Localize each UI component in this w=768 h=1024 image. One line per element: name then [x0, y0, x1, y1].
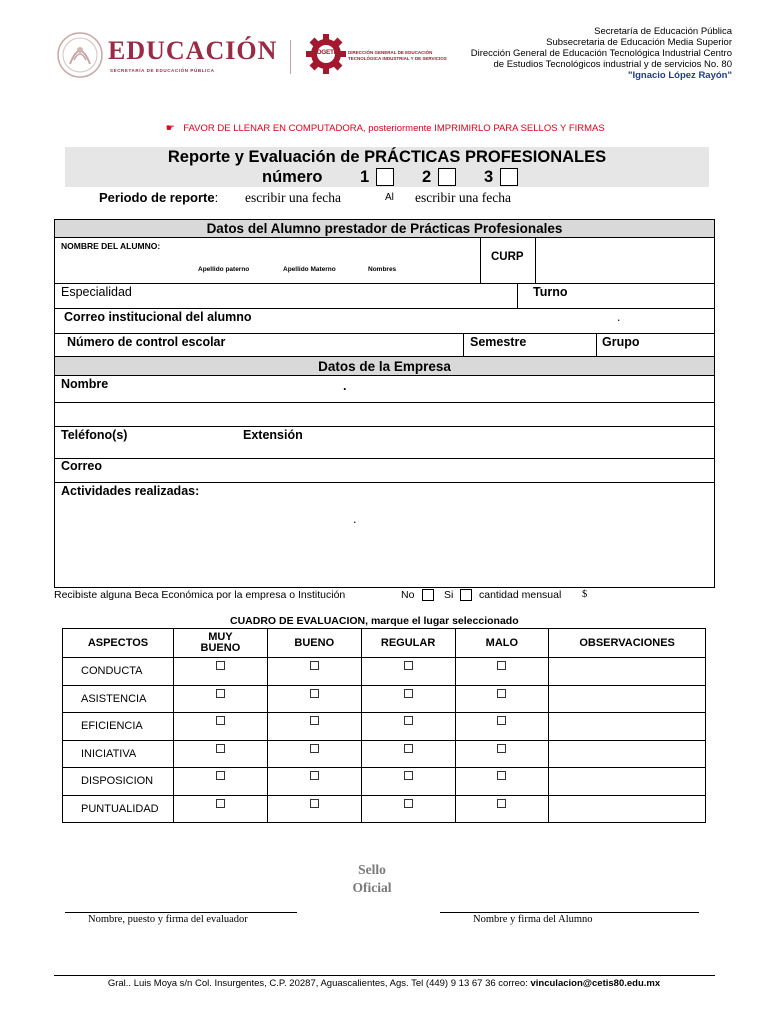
- beca-no-checkbox[interactable]: [422, 589, 434, 601]
- header-malo: MALO: [455, 629, 549, 658]
- rating-cell: [455, 768, 549, 796]
- correo-dot: .: [617, 310, 621, 324]
- malo-checkbox[interactable]: [497, 716, 506, 725]
- stamp-label-line2: Oficial: [352, 880, 392, 895]
- muy-bueno-checkbox[interactable]: [216, 716, 225, 725]
- rating-cell: [267, 685, 361, 713]
- rating-cell: [267, 795, 361, 823]
- company-section-title: Datos de la Empresa: [55, 357, 714, 376]
- control-escolar-field[interactable]: [235, 334, 463, 357]
- regular-checkbox[interactable]: [404, 771, 413, 780]
- rating-cell: [173, 795, 267, 823]
- logo-subtitle: SECRETARÍA DE EDUCACIÓN PÚBLICA: [110, 68, 215, 73]
- rating-cell: [173, 740, 267, 768]
- empresa-nombre-dot: .: [343, 379, 347, 393]
- header-aspectos: ASPECTOS: [63, 629, 174, 658]
- table-row: [63, 685, 706, 713]
- empresa-correo-label: Correo: [61, 459, 102, 473]
- malo-checkbox[interactable]: [497, 744, 506, 753]
- rating-cell: [361, 713, 455, 741]
- semestre-label: Semestre: [470, 335, 527, 349]
- especialidad-field[interactable]: [145, 284, 515, 308]
- col-divider: [480, 238, 481, 283]
- semestre-field[interactable]: [533, 334, 596, 357]
- col-divider: [517, 283, 518, 308]
- col-divider: [463, 333, 464, 357]
- rating-cell: [361, 768, 455, 796]
- beca-currency: $: [582, 589, 588, 600]
- control-escolar-label: Número de control escolar: [67, 335, 226, 349]
- period-to-field[interactable]: escribir una fecha: [415, 190, 511, 205]
- student-name-colon: :: [157, 241, 161, 251]
- empresa-correo-field[interactable]: [110, 459, 714, 482]
- rating-cell: [361, 740, 455, 768]
- rating-cell: [173, 768, 267, 796]
- student-section-title: Datos del Alumno prestador de Prácticas Profesionales: [55, 220, 714, 238]
- col-divider: [596, 333, 597, 357]
- hand-pointing-icon: ☛: [165, 123, 175, 134]
- dgeti-text-line2: TECNOLÓGICA INDUSTRIAL Y DE SERVICIOS: [348, 56, 447, 61]
- observaciones-cell[interactable]: [549, 768, 706, 796]
- aspect-label: EFICIENCIA: [63, 713, 174, 741]
- institution-header: [471, 26, 732, 81]
- rating-cell: [173, 685, 267, 713]
- evaluation-table: [62, 628, 706, 823]
- malo-checkbox[interactable]: [497, 799, 506, 808]
- grupo-label: Grupo: [602, 335, 640, 349]
- bueno-checkbox[interactable]: [310, 716, 319, 725]
- observaciones-cell[interactable]: [549, 713, 706, 741]
- footer-address: [0, 978, 768, 989]
- rating-cell: [267, 768, 361, 796]
- option-3-label: 3: [484, 168, 494, 186]
- observaciones-cell[interactable]: [549, 795, 706, 823]
- company-section: [54, 357, 715, 588]
- footer-email[interactable]: vinculacion@cetis80.edu.mx: [530, 978, 661, 989]
- empresa-nombre-label: Nombre: [61, 377, 109, 391]
- actividades-field[interactable]: [55, 499, 714, 586]
- beca-cantidad-label: cantidad mensual: [479, 589, 562, 601]
- table-row: [63, 795, 706, 823]
- especialidad-label: Especialidad: [61, 285, 132, 299]
- malo-checkbox[interactable]: [497, 689, 506, 698]
- stamp-label-line1: Sello: [358, 862, 386, 877]
- option-1-checkbox[interactable]: [376, 168, 394, 186]
- footer-address-text: Gral.. Luis Moya s/n Col. Insurgentes, C.P. 20287, Aguascalientes, Ags. Tel (449) 9 13 67 36 correo:: [107, 978, 531, 989]
- school-name: "Ignacio López Rayón": [627, 70, 732, 81]
- rating-cell: [455, 740, 549, 768]
- period-colon: :: [214, 190, 219, 205]
- aspect-label: PUNTUALIDAD: [63, 795, 174, 823]
- rating-cell: [455, 685, 549, 713]
- beca-si-checkbox[interactable]: [460, 589, 472, 601]
- rating-cell: [455, 658, 549, 686]
- apellido-paterno-label: Apellido paterno: [198, 266, 250, 273]
- option-2-label: 2: [422, 168, 432, 186]
- rating-cell: [361, 658, 455, 686]
- student-signature-line[interactable]: [440, 912, 699, 913]
- beca-no-label: No: [401, 589, 415, 601]
- evaluator-signature-line[interactable]: [65, 912, 297, 913]
- header-observaciones: OBSERVACIONES: [549, 629, 706, 658]
- observaciones-cell[interactable]: [549, 740, 706, 768]
- option-1-label: 1: [360, 168, 370, 186]
- evaluation-title: CUADRO DE EVALUACION, marque el lugar seleccionado: [230, 615, 519, 627]
- telefono-field[interactable]: [135, 427, 235, 458]
- muy-bueno-checkbox[interactable]: [216, 689, 225, 698]
- nombres-label: Nombres: [368, 266, 397, 273]
- extension-label: Extensión: [243, 428, 303, 442]
- bueno-checkbox[interactable]: [310, 661, 319, 670]
- option-3-checkbox[interactable]: [500, 168, 518, 186]
- period-al-label: Al: [385, 192, 394, 203]
- row-divider: [55, 482, 714, 483]
- logo-divider: [290, 40, 291, 74]
- student-name-label-text: NOMBRE DEL ALUMNO: [61, 241, 158, 251]
- numero-label: número: [262, 168, 323, 186]
- sep-logo: [56, 30, 276, 82]
- table-row: [63, 658, 706, 686]
- turno-field[interactable]: [575, 284, 714, 308]
- observaciones-cell[interactable]: [549, 685, 706, 713]
- institution-line: de Estudios Tecnológicos industrial y de servicios No. 80: [493, 59, 732, 70]
- curp-label: CURP: [491, 251, 524, 263]
- header-muy-bueno: MUY BUENO: [173, 629, 267, 658]
- bueno-checkbox[interactable]: [310, 799, 319, 808]
- telefono-label: Teléfono(s): [61, 428, 128, 442]
- table-row: [63, 740, 706, 768]
- rating-cell: [455, 713, 549, 741]
- muy-bueno-checkbox[interactable]: [216, 744, 225, 753]
- dgeti-text-line1: DIRECCIÓN GENERAL DE EDUCACIÓN: [348, 50, 433, 55]
- bueno-checkbox[interactable]: [310, 771, 319, 780]
- student-section: [54, 219, 715, 357]
- aspect-label: CONDUCTA: [63, 658, 174, 686]
- rating-cell: [267, 713, 361, 741]
- rating-cell: [267, 658, 361, 686]
- institution-line: Dirección General de Educación Tecnológica Industrial Centro: [470, 48, 732, 59]
- regular-checkbox[interactable]: [404, 689, 413, 698]
- institution-line: Subsecretaria de Educación Media Superior: [546, 37, 732, 48]
- logo-word: EDUCACIÓN: [108, 36, 278, 65]
- rating-cell: [455, 795, 549, 823]
- period-label-text: Periodo de reporte: [99, 190, 215, 205]
- actividades-dot: .: [353, 512, 357, 526]
- bueno-checkbox[interactable]: [310, 689, 319, 698]
- muy-bueno-checkbox[interactable]: [216, 661, 225, 670]
- extension-field[interactable]: [310, 427, 714, 458]
- aspect-label: ASISTENCIA: [63, 685, 174, 713]
- rating-cell: [173, 713, 267, 741]
- option-2-checkbox[interactable]: [438, 168, 456, 186]
- dgeti-logo: [306, 34, 456, 76]
- table-row: [63, 713, 706, 741]
- header-regular: REGULAR: [361, 629, 455, 658]
- muy-bueno-checkbox[interactable]: [216, 771, 225, 780]
- aspect-label: INICIATIVA: [63, 740, 174, 768]
- period-label: [99, 190, 218, 205]
- rating-cell: [267, 740, 361, 768]
- grupo-field[interactable]: [645, 334, 714, 357]
- regular-checkbox[interactable]: [404, 744, 413, 753]
- actividades-label: Actividades realizadas:: [61, 484, 200, 498]
- dgeti-badge: DGETI: [316, 49, 336, 56]
- regular-checkbox[interactable]: [404, 661, 413, 670]
- coat-of-arms-icon: [56, 30, 104, 80]
- observaciones-cell[interactable]: [549, 658, 706, 686]
- notice-text: FAVOR DE LLENAR EN COMPUTADORA, posteriormente IMPRIMIRLO PARA SELLOS Y FIRMAS: [183, 123, 605, 134]
- table-row: [63, 768, 706, 796]
- aspect-label: DISPOSICION: [63, 768, 174, 796]
- rating-cell: [361, 795, 455, 823]
- apellido-materno-label: Apellido Materno: [283, 266, 336, 273]
- student-name-field[interactable]: [55, 238, 480, 283]
- evaluation-header-row: [63, 629, 706, 658]
- rating-cell: [361, 685, 455, 713]
- fill-notice: [0, 123, 768, 134]
- institution-line: Secretaría de Educación Pública: [594, 26, 732, 37]
- bueno-checkbox[interactable]: [310, 744, 319, 753]
- header-bueno: BUENO: [267, 629, 361, 658]
- footer-divider: [54, 975, 715, 976]
- curp-field[interactable]: [536, 238, 714, 283]
- malo-checkbox[interactable]: [497, 661, 506, 670]
- regular-checkbox[interactable]: [404, 716, 413, 725]
- period-from-field[interactable]: escribir una fecha: [245, 190, 341, 205]
- rating-cell: [173, 658, 267, 686]
- muy-bueno-checkbox[interactable]: [216, 799, 225, 808]
- student-signature-label: Nombre y firma del Alumno: [473, 914, 593, 925]
- correo-institucional-field[interactable]: [255, 309, 714, 333]
- form-title: Reporte y Evaluación de PRÁCTICAS PROFESIONALES: [167, 148, 607, 166]
- regular-checkbox[interactable]: [404, 799, 413, 808]
- beca-si-label: Si: [444, 589, 454, 601]
- turno-label: Turno: [533, 285, 568, 299]
- malo-checkbox[interactable]: [497, 771, 506, 780]
- correo-institucional-label: Correo institucional del alumno: [64, 310, 252, 324]
- evaluator-signature-label: Nombre, puesto y firma del evaluador: [88, 914, 248, 925]
- beca-question: Recibiste alguna Beca Económica por la empresa o Institución: [54, 589, 346, 601]
- empresa-nombre-field[interactable]: [115, 377, 714, 426]
